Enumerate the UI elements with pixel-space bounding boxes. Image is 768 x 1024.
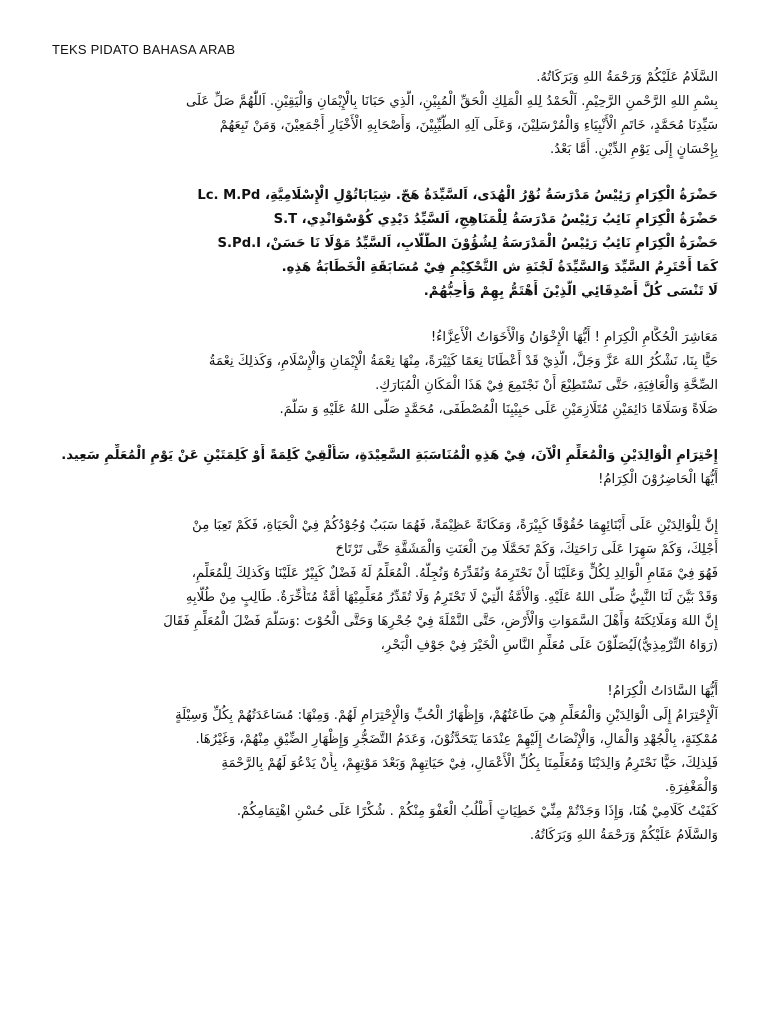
topic-paragraph (50, 444, 718, 492)
text-line: حَضْرَةُ الْكِرَامِ نَائِبُ رَئِيْسُ الْمَدْرَسَةُ لِشُؤُوْنَ الطُّلَّابِ، اَلسَّيِّدُ مَوْلَا نَا حَسَنْ، S.Pd.I (217, 236, 718, 251)
greetings-paragraph (50, 184, 718, 304)
speech-body (50, 66, 718, 848)
paragraph-gap (50, 658, 718, 680)
text-line: كَمَا أَحْتَرِمُ السَّيِّدَ وَالسَّيِّدَةُ لَجْنَةِ ش التَّحْكِيْمِ فِيْ مُسَابَقَةِ الْخَطَابَةُ هَذِهِ. (281, 260, 718, 275)
text-line: سَيِّدِنَا مُحَمَّدٍ، خَاتَمِ الْأَنْبِيَاءِ وَالْمُرْسَلِيْنَ، وَعَلَى آلِهِ الطَّيِّبِيْنَ، وَأَصْحَابِهِ الْأَخْيَارِ أَجْمَعِيْنَ، وَمَنْ تَبِعَهُمْ (219, 118, 718, 133)
text-line: حَيًّا بِنَا، نَشْكُرُ اللهَ عَزَّ وَجَلَّ، الَّذِيْ قَدْ أَعْطَانَا نِعَمًا كَثِيْرَةً، مِنْهَا نِعْمَةُ الْإِيْمَانِ وَالْإِسْلَامِ، وَكَذلِكَ نِعْمَةُ (208, 354, 718, 369)
text-line: مُمْكِنَةٍ، بِالْجُهْدِ وَالْمَالِ، وَالْإِنْصَاتُ إِلَيْهِمْ عِنْدَمَا يَتَحَدَّثُوْنَ، وَعَدَمُ التَّضَجُّرِ وَإِظْهَارِ الضِّيْقِ مِنْهُمْ، وَغَيْرُهَا. (195, 732, 718, 747)
text-line: وَالسَّلَامُ عَلَيْكُمْ وَرَحْمَةُ اللهِ وَبَرَكَاتُهُ. (529, 828, 718, 843)
text-line: كَفَيْتُ كَلَامِيْ هُنَا، وَإِذَا وَجَدْتُمْ مِنِّيْ خَطِيَاتٍ أَطْلُبُ الْعَفْوَ مِنْكُمْ . شُكْرًا عَلَى حُسْنِ اهْتِمَامِكُمْ. (236, 804, 718, 819)
closing-paragraph (50, 680, 718, 848)
text-line: اَلْإِحْتِرَامُ إِلَى الْوَالِدَيْنِ وَالْمُعَلِّمِ هِيَ طَاعَتُهُمْ، وَإِظْهَارُ الْحُبِّ وَالْإِحْتِرَامِ لَهُمْ. وَمِنْهَا: مُسَاعَدَتُهُمْ بِكُلِّ وَسِيْلَةٍ (175, 708, 718, 723)
paragraph-gap (50, 492, 718, 514)
document-title: TEKS PIDATO BAHASA ARAB (52, 42, 236, 57)
text-line: أَجْلِكَ، وَكَمْ سَهِرَا عَلَى رَاحَتِكَ، وَكَمْ تَحَمَّلَا مِنَ الْعَنَتِ وَالْمَشَقَّةِ حَتَّى تَرْتَاحَ (335, 542, 718, 557)
text-line: وَقَدْ بَيَّنَ لَنَا النَّبِيُّ صَلَّى اللهُ عَلَيْهِ. وَالْأُمَّةُ الَّتِيْ لَا تَحْتَرِمُ وَلَا تُقَدِّرُ مُعَلِّمِيْهَا أُمَّةٌ مُتَأَخِّرَةٌ. طَالِبٍ مِنْ طُلَّابِهِ (185, 590, 718, 605)
paragraph-gap (50, 162, 718, 184)
text-line: حَضْرَةُ الْكِرَامِ نَائِبُ رَئِيْسُ مَدْرَسَةُ لِلْمَنَاهِجِ، اَلسَّيِّدُ دَيْدِي كُوْسْوَانْدِي، S.T (273, 212, 718, 227)
text-line: (رَوَاهُ التِّرْمِذِيُّ)لَيُصَلُّوْنَ عَلَى مُعَلِّمِ النَّاسِ الْخَيْرَ فِيْ جَوْفِ الْبَحْرِ، (380, 638, 718, 653)
text-line: بِسْمِ اللهِ الرَّحْمنِ الرَّحِيْمِ. اَلْحَمْدُ لِلهِ الْمَلِكِ الْحَقِّ الْمُبِيْنِ، الَّذِي حَبَانَا بِالْإِيْمَانِ وَالْيَقِيْنِ. اَللّٰهُمَّ صَلِّ عَلَى (186, 94, 718, 109)
text-line: أَيُّهَا الْحَاضِرُوْنَ الْكِرَامُ! (598, 472, 718, 487)
text-line: السَّلَامُ عَلَيْكُمْ وَرَحْمَةُ اللهِ وَبَرَكَاتُهُ. (536, 70, 718, 85)
paragraph-gap (50, 304, 718, 326)
opening-paragraph (50, 66, 718, 162)
text-line: وَالْمَغْفِرَةِ. (664, 780, 718, 795)
introduction-paragraph (50, 326, 718, 422)
text-line: لَا تَنْسَى كُلَّ أَصْدِقَائِي الَّذِيْنَ أَهْتَمُّ بِهِمْ وَأُحِبُّهُمْ. (423, 284, 718, 299)
paragraph-gap (50, 422, 718, 444)
text-line: إِنَّ لِلْوَالِدَيْنِ عَلَى أَبْنَائِهِمَا حُقُوْقًا كَبِيْرَةً، وَمَكَانَةً عَظِيْمَةً، فَهُمَا سَبَبٌ وُجُوْدُكُمْ فِيْ الْحَيَاةِ، فَكَمْ تَعِبَا مِنْ (192, 518, 718, 533)
text-line: إِنَّ اللهَ وَمَلَائِكَتَهُ وَأَهْلَ السَّمَوَاتِ وَالْأَرْضِ، حَتَّى النَّمْلَةَ فِيْ جُحْرِهَا وَحَتَّى الْحُوْتَ :وَسَلَّمَ فَضْلَ الْمُعَلِّمِ فَقَالَ (163, 614, 718, 629)
text-line: بِإِحْسَانٍ إِلَى يَوْمِ الدِّيْنِ. أَمَّا بَعْدُ. (550, 142, 718, 157)
text-line: حَضْرَةُ الْكِرَامِ رَئِيْسُ مَدْرَسَةُ نُوْرُ الْهُدَى، اَلسَّيِّدَةُ هَجّ. شِيَابَاتُوْلِ الْإِسْلَامِيَّةِ، Lc. M.Pd (197, 188, 718, 203)
content-paragraph (50, 514, 718, 658)
text-line: مَعَاشِرَ الْحُكَّامِ الْكِرَامِ ! أَيُّهَا الْإِخْوَانُ وَالْأَخَوَاتُ الْأَعِزَّاءُ! (430, 330, 718, 345)
text-line: أَيُّهَا السَّادَاتُ الْكِرَامُ! (607, 684, 718, 699)
text-line: فَهُوَ فِيْ مَقَامِ الْوَالِدِ لِكُلٍّ وَعَلَيْنَا أَنْ نَحْتَرِمَهُ وَنُقَدِّرَهُ وَنُجِلَّهُ. الْمُعَلِّمُ لَهُ فَضْلٌ كَبِيْرٌ عَلَيْنَا وَكَذلِكَ لِلْمُعَلِّمِ، (191, 566, 718, 581)
text-line: الصِّحَّةِ وَالْعَافِيَةِ، حَتَّى نَسْتَطِيْعَ أَنْ نَجْتَمِعَ فِيْ هَذَا الْمَكَانِ الْمُبَارَكِ. (375, 378, 718, 393)
text-line: صَلَاةً وَسَلَامًا دَائِمَيْنِ مُتَلَازِمَيْنِ عَلَى حَبِيْبِنَا الْمُصْطَفَى، مُحَمَّدٍ صَلَّى اللهُ عَلَيْهِ وَ سَلَّمَ. (279, 402, 718, 417)
text-line: فَلِذلِكَ، حَيًّا نَحْتَرِمُ وَالِدَيْنَا وَمُعَلِّمِنَا بِكُلِّ الْأَعْمَالِ، فِيْ حَيَاتِهِمْ وَبَعْدَ مَوْتِهِمْ، بِأَنْ يَدْعُوَ لَهُمْ بِالرَّحْمَةِ (221, 756, 718, 771)
text-line: إِحْتِرَامِ الْوَالِدَيْنِ وَالْمُعَلِّمِ الْآنَ، فِيْ هَذِهِ الْمُنَاسَبَةِ السَّعِيْدَةِ، سَأُلْقِيْ كَلِمَةً أَوْ كَلِمَتَيْنِ عَنْ يَوْمِ الْمُعَلِّمِ سَعِيد. (61, 448, 718, 463)
